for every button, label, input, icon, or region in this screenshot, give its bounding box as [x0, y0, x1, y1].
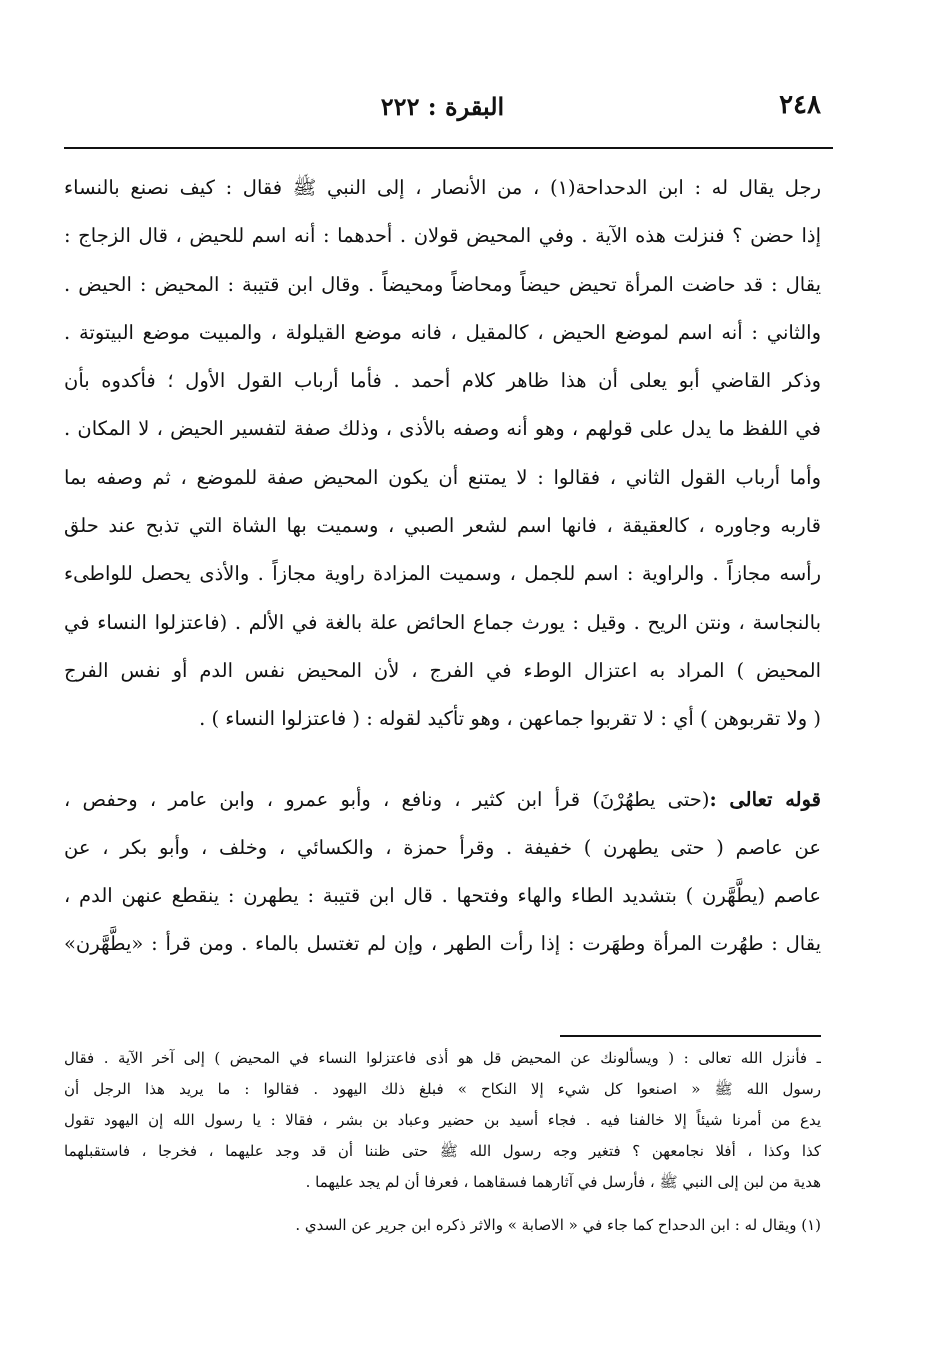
- footnote-line: رسول الله ﷺ « اصنعوا كل شيء إلا النكاح » فبلغ ذلك اليهود . فقالوا : ما يريد هذا الرجل أن: [64, 1080, 821, 1098]
- page-number: ٢٤٨: [779, 90, 821, 120]
- footnote-line: ـ فأنزل الله تعالى : ( ويسألونك عن المحيض قل هو أذى فاعتزلوا النساء في المحيض ) إلى آخر الآية . فقال: [64, 1049, 821, 1067]
- text-line: رأسه مجازاً . والراوية : اسم للجمل ، وسميت المزادة راوية مجازاً . والأذى يحصل للواطىء: [64, 562, 821, 586]
- text-line: ( ولا تقربوهن ) أي : لا تقربوا جماعهن ، وهو تأكيد لقوله : ( فاعتزلوا النساء ) .: [199, 707, 821, 731]
- page-header: [64, 90, 821, 130]
- text-line: المحيض ) المراد به اعتزال الوطء في الفرج ، لأن المحيض نفس الدم أو نفس الفرج: [64, 658, 821, 682]
- footnotes: [64, 1043, 821, 1241]
- paragraph-gap: [64, 744, 821, 776]
- running-title: البقرة : ٢٢٢: [380, 92, 505, 121]
- text-line: في اللفظ ما يدل على قولهم ، وهو أنه وصفه بالأذى ، وذلك صفة لتفسير الحيض ، لا المكان .: [64, 417, 821, 441]
- text-line: والثاني : أنه اسم لموضع الحيض ، كالمقيل ، فانه موضع القيلولة ، والمبيت موضع البيتوتة .: [64, 320, 821, 344]
- footnote-gap: [64, 1198, 821, 1210]
- text-line: يقال : طهُرت المرأة وطهَرت : إذا رأت الطهر ، وإن لم تغتسل بالماء . ومن قرأ : «يطَّهَّرن»: [64, 932, 821, 956]
- footnote-line: هدية من لبن إلى النبي ﷺ ، فأرسل في آثارهما فسقاهما ، فعرفا أن لم يجد عليهما .: [305, 1173, 821, 1191]
- text-line: عن عاصم ( حتى يطهرن ) خفيفة . وقرأ حمزة ، والكسائي ، وخلف ، وأبو بكر ، عن: [64, 835, 821, 859]
- text-line: بالنجاسة ، ونتن الريح . وقيل : يورث جماع الحائض علة بالغة في الألم . (فاعتزلوا النساء في: [64, 610, 821, 634]
- text-line: وذكر القاضي أبو يعلى أن هذا ظاهر كلام أحمد . فأما أرباب القول الأول ؛ فأكدوه بأن: [64, 369, 821, 393]
- text-line: قاربه وجاوره ، كالعقيقة ، فانها اسم لشعر الصبي ، وسميت بها الشاة التي تذبح عند حلق: [64, 514, 821, 538]
- text-line: وأما أرباب القول الثاني ، فقالوا : لا يمتنع أن يكون المحيض صفة للموضع ، ثم وصفه بما: [64, 465, 821, 489]
- main-text: [64, 164, 821, 969]
- text-line: [64, 776, 821, 824]
- verse-lead: قوله تعالى :: [709, 787, 821, 811]
- footnote-rule: [560, 1035, 821, 1037]
- footnote-line: كذا وكذا ، أفلا نجامعهن ؟ فتغير وجه رسول الله ﷺ حتى ظننا أن قد وجد عليهما ، فخرجا ، فاستقبلهما: [64, 1142, 821, 1160]
- text-line: يقال : قد حاضت المرأة تحيض حيضاً ومحاضاً ومحيضاً . وقال ابن قتيبة : المحيض : الحيض .: [64, 272, 821, 296]
- footnote-line: يدع من أمرنا شيئاً إلا خالفنا فيه . فجاء أسيد بن حضير وعباد بن بشر ، فقالا : يا رسول الله إن اليهود تقول: [64, 1111, 821, 1129]
- text-line: رجل يقال له : ابن الدحداحة(١) ، من الأنصار ، إلى النبي ﷺ فقال : كيف نصنع بالنساء: [64, 176, 821, 199]
- text-line: عاصم (يطَّهَّرن ) بتشديد الطاء والهاء وفتحها . قال ابن قتيبة : يطهرن : ينقطع عنهن الدم ،: [64, 884, 821, 908]
- verse-reading: (حتى يطهُرْنَ) قرأ ابن كثير ، ونافع ، وأبو عمرو ، وابن عامر ، وحفص ،: [64, 787, 710, 811]
- text-line: إذا حضن ؟ فنزلت هذه الآية . وفي المحيض قولان . أحدهما : أنه اسم للحيض ، قال الزجاج :: [64, 224, 821, 248]
- footnote-note-1: (١) ويقال له : ابن الدحداح كما جاء في « الاصابة » والاثر ذكره ابن جرير عن السدي .: [295, 1216, 821, 1234]
- header-rule: [64, 147, 833, 149]
